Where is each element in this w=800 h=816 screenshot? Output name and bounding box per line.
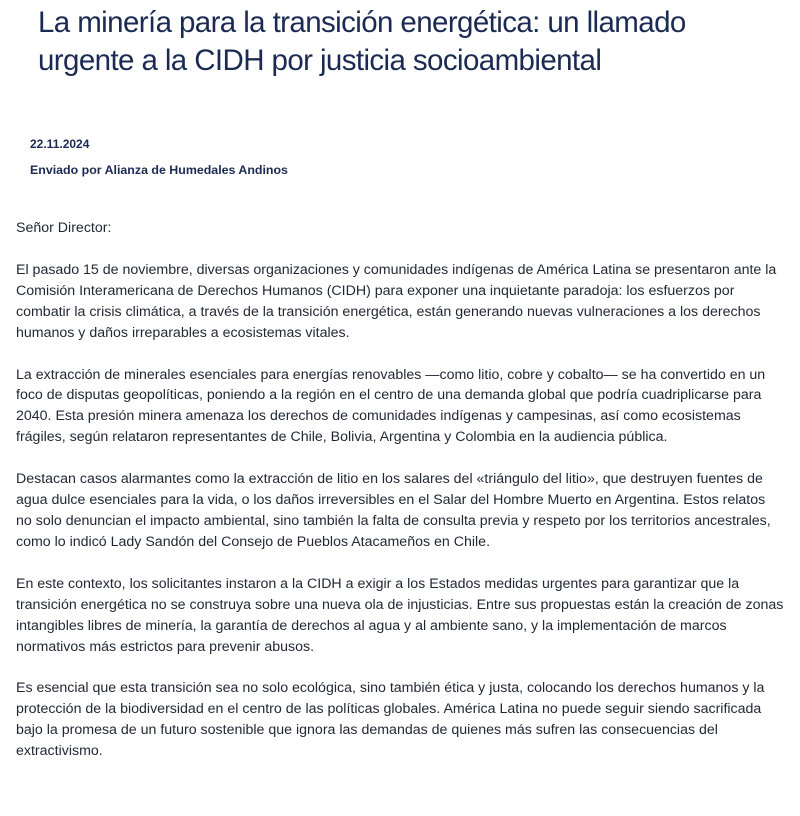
publication-date: 22.11.2024 bbox=[30, 137, 90, 151]
salutation: Señor Director: bbox=[16, 220, 112, 236]
body-paragraph: El pasado 15 de noviembre, diversas organizaciones y comunidades indígenas de América Latina se presentaron ante la Comisión Interamericana de Derechos Humanos (CIDH) para exponer una inquietante paradoja: los esfuerzos por combatir la crisis climática, a través de la transición energética, están generando nuevas vulneraciones a los derechos humanos y daños irreparables a ecosistemas vitales. bbox=[16, 261, 777, 341]
article-meta bbox=[30, 136, 730, 178]
author-line: Enviado por Alianza de Humedales Andinos bbox=[30, 163, 288, 177]
article-title: La minería para la transición energética: un llamado urgente a la CIDH por justicia socioambiental bbox=[38, 6, 686, 77]
body-paragraph: Destacan casos alarmantes como la extracción de litio en los salares del «triángulo del litio», que destruyen fuentes de agua dulce esenciales para la vida, o los daños irreversibles en el Salar del Hombre Muerto en Argentina. Estos relatos no solo denuncian el impacto ambiental, sino también la falta de consulta previa y respeto por los territorios ancestrales, como lo indicó Lady Sandón del Consejo de Pueblos Atacameños en Chile. bbox=[16, 471, 771, 550]
body-paragraph: Es esencial que esta transición sea no solo ecológica, sino también ética y justa, colocando los derechos humanos y la protección de la biodiversidad en el centro de las políticas globales. América Latina no puede seguir siendo sacrificada bajo la promesa de un futuro sostenible que ignora las demandas de quienes más sufren las consecuencias del extractivismo. bbox=[16, 680, 765, 760]
article-body bbox=[16, 218, 784, 783]
body-paragraph: La extracción de minerales esenciales para energías renovables —como litio, cobre y cobalto— se ha convertido en un foco de disputas geopolíticas, poniendo a la región en el centro de una demanda global que podría cuadriplicarse para 2040. Esta presión minera amenaza los derechos de comunidades indígenas y campesinas, así como ecosistemas frágiles, según relataron representantes de Chile, Bolivia, Argentina y Colombia en la audiencia pública. bbox=[16, 366, 766, 446]
body-paragraph: En este contexto, los solicitantes instaron a la CIDH a exigir a los Estados medidas urgentes para garantizar que la transición energética no se construya sobre una nueva ola de injusticias. Entre sus propuestas están la creación de zonas intangibles libres de minería, la garantía de derechos al agua y al ambiente sano, y la implementación de marcos normativos más estrictos para prevenir abusos. bbox=[16, 575, 784, 655]
